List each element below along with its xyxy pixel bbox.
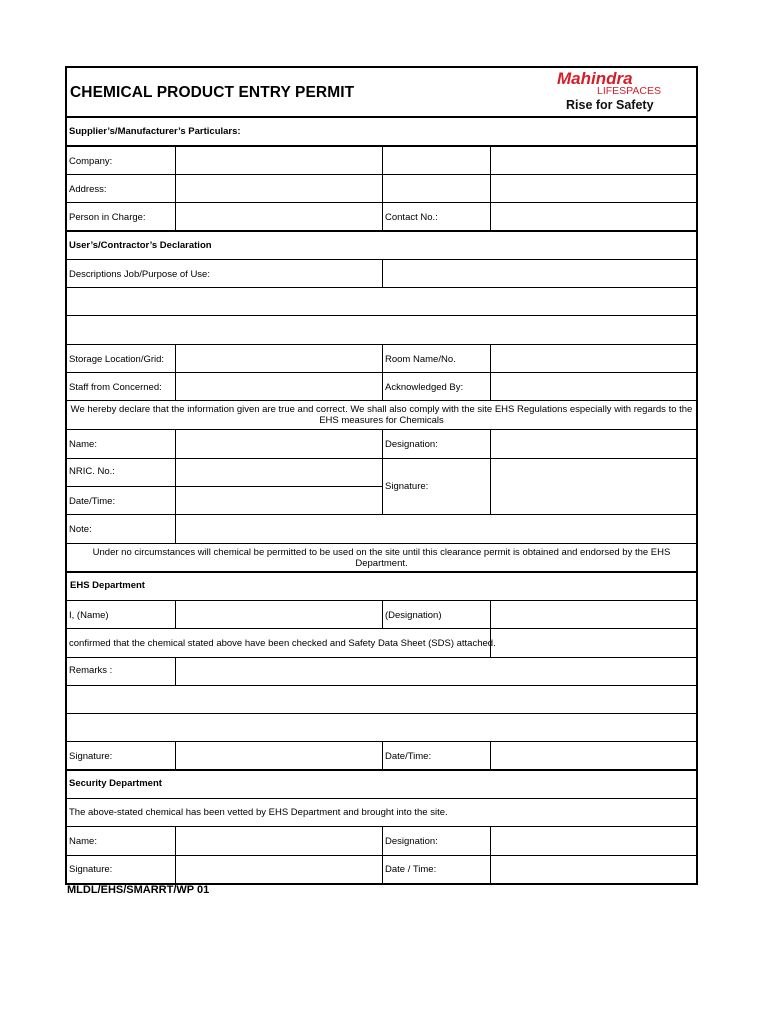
contact-no-field[interactable] [490,203,696,230]
ehs-remarks-line-1[interactable] [67,686,696,714]
security-designation-field[interactable] [490,827,696,855]
address-row [67,175,696,203]
acknowledged-cell [382,373,490,400]
storage-row [67,345,696,373]
person-in-charge-field[interactable] [175,203,382,230]
security-section-heading [67,771,696,799]
ehs-remarks-field[interactable] [175,658,696,685]
note-label: Note: [69,524,92,535]
security-datetime-label: Date / Time: [385,864,437,875]
designation-label: Designation: [385,439,438,450]
description-row [67,260,696,288]
clearance-text: Under no circumstances will chemical be permitted to be used on the site until this clearance permit is obtained and endorsed by the EHS Department. [92,547,671,569]
nric-label: NRIC. No.: [69,466,115,477]
company-extra-field-2[interactable] [490,147,696,174]
ehs-signature-field[interactable] [175,742,382,769]
security-designation-cell [382,827,490,855]
designation-field[interactable] [490,430,696,458]
storage-field[interactable] [175,345,382,372]
name-field[interactable] [175,430,382,458]
address-label: Address: [69,184,107,195]
permit-form [65,66,698,885]
ehs-confirm-text: confirmed that the chemical stated above have been checked and Safety Data Sheet (SDS) attached. [69,638,496,649]
contact-no-label: Contact No.: [385,212,438,223]
form-header [67,68,696,118]
document-code: MLDL/EHS/SMARRT/WP 01 [67,884,210,896]
ehs-datetime-label: Date/Time: [385,751,432,762]
datetime-label: Date/Time: [69,496,116,507]
designation-cell [382,430,490,458]
ehs-section-heading [67,573,696,601]
staff-row [67,373,696,401]
ehs-designation-cell [382,601,490,628]
ehs-name-field[interactable] [175,601,382,628]
security-signature-field[interactable] [175,856,382,883]
note-row [67,515,696,544]
security-vetted-text: The above-stated chemical has been vetted by EHS Department and brought into the site. [69,807,448,818]
security-heading: Security Department [69,778,162,789]
company-extra-field[interactable] [382,147,490,174]
mahindra-logo [555,68,685,114]
user-section-heading [67,232,696,260]
ehs-heading: EHS Department [70,580,145,591]
person-in-charge-row [67,203,696,232]
acknowledged-label: Acknowledged By: [385,382,464,393]
company-row [67,147,696,175]
contact-no-cell [382,203,490,230]
name-label: Name: [69,439,97,450]
storage-label: Storage Location/Grid: [69,354,165,365]
address-field[interactable] [175,175,382,202]
description-line-1[interactable] [67,288,696,316]
ehs-confirm-field[interactable] [490,629,696,657]
security-designation-label: Designation: [385,836,438,847]
description-field[interactable] [382,260,696,287]
ehs-datetime-cell [382,742,490,769]
ehs-confirm-row [67,629,696,658]
security-signature-row [67,856,696,883]
security-datetime-field[interactable] [490,856,696,883]
ehs-signature-row [67,742,696,771]
form-title: CHEMICAL PRODUCT ENTRY PERMIT [70,84,355,101]
nric-date-block [67,459,696,515]
company-field[interactable] [175,147,382,174]
logo-sub: LIFESPACES [597,85,661,97]
ehs-remarks-line-2[interactable] [67,714,696,742]
ehs-designation-field[interactable] [490,601,696,628]
signature-cell [382,459,490,514]
declaration-row [67,401,696,430]
address-extra-field-2[interactable] [490,175,696,202]
ehs-datetime-field[interactable] [490,742,696,769]
declaration-text: We hereby declare that the information given are true and correct. We shall also comply with the site EHS Regulations especially with regards to the EHS measures for Chemicals [70,404,693,426]
security-vetted-row [67,799,696,827]
staff-label: Staff from Concerned: [69,382,162,393]
nric-date-fields[interactable] [175,459,382,514]
room-label: Room Name/No. [385,354,456,365]
room-cell [382,345,490,372]
ehs-remarks-label: Remarks : [69,665,113,676]
ehs-name-label: I, (Name) [69,610,109,621]
person-in-charge-label: Person in Charge: [69,212,146,223]
ehs-signature-label: Signature: [69,751,113,762]
security-name-field[interactable] [175,827,382,855]
security-datetime-cell [382,856,490,883]
security-name-row [67,827,696,856]
description-line-2[interactable] [67,316,696,345]
ehs-remarks-row [67,658,696,686]
room-field[interactable] [490,345,696,372]
description-label: Descriptions Job/Purpose of Use: [69,269,210,280]
logo-tagline: Rise for Safety [566,98,654,112]
supplier-section-heading [67,118,696,147]
security-signature-label: Signature: [69,864,113,875]
company-label: Company: [69,156,113,167]
signature-field[interactable] [490,459,696,514]
address-extra-field[interactable] [382,175,490,202]
note-field[interactable] [175,515,696,543]
ehs-designation-label: (Designation) [385,610,442,621]
ehs-name-row [67,601,696,629]
user-heading: User’s/Contractor’s Declaration [69,240,212,251]
signature-label: Signature: [385,481,429,492]
staff-field[interactable] [175,373,382,400]
supplier-heading: Supplier’s/Manufacturer’s Particulars: [69,126,241,137]
acknowledged-field[interactable] [490,373,696,400]
logo-brand: Mahindra [557,69,633,88]
name-row [67,430,696,459]
clearance-row [67,544,696,573]
security-name-label: Name: [69,836,97,847]
